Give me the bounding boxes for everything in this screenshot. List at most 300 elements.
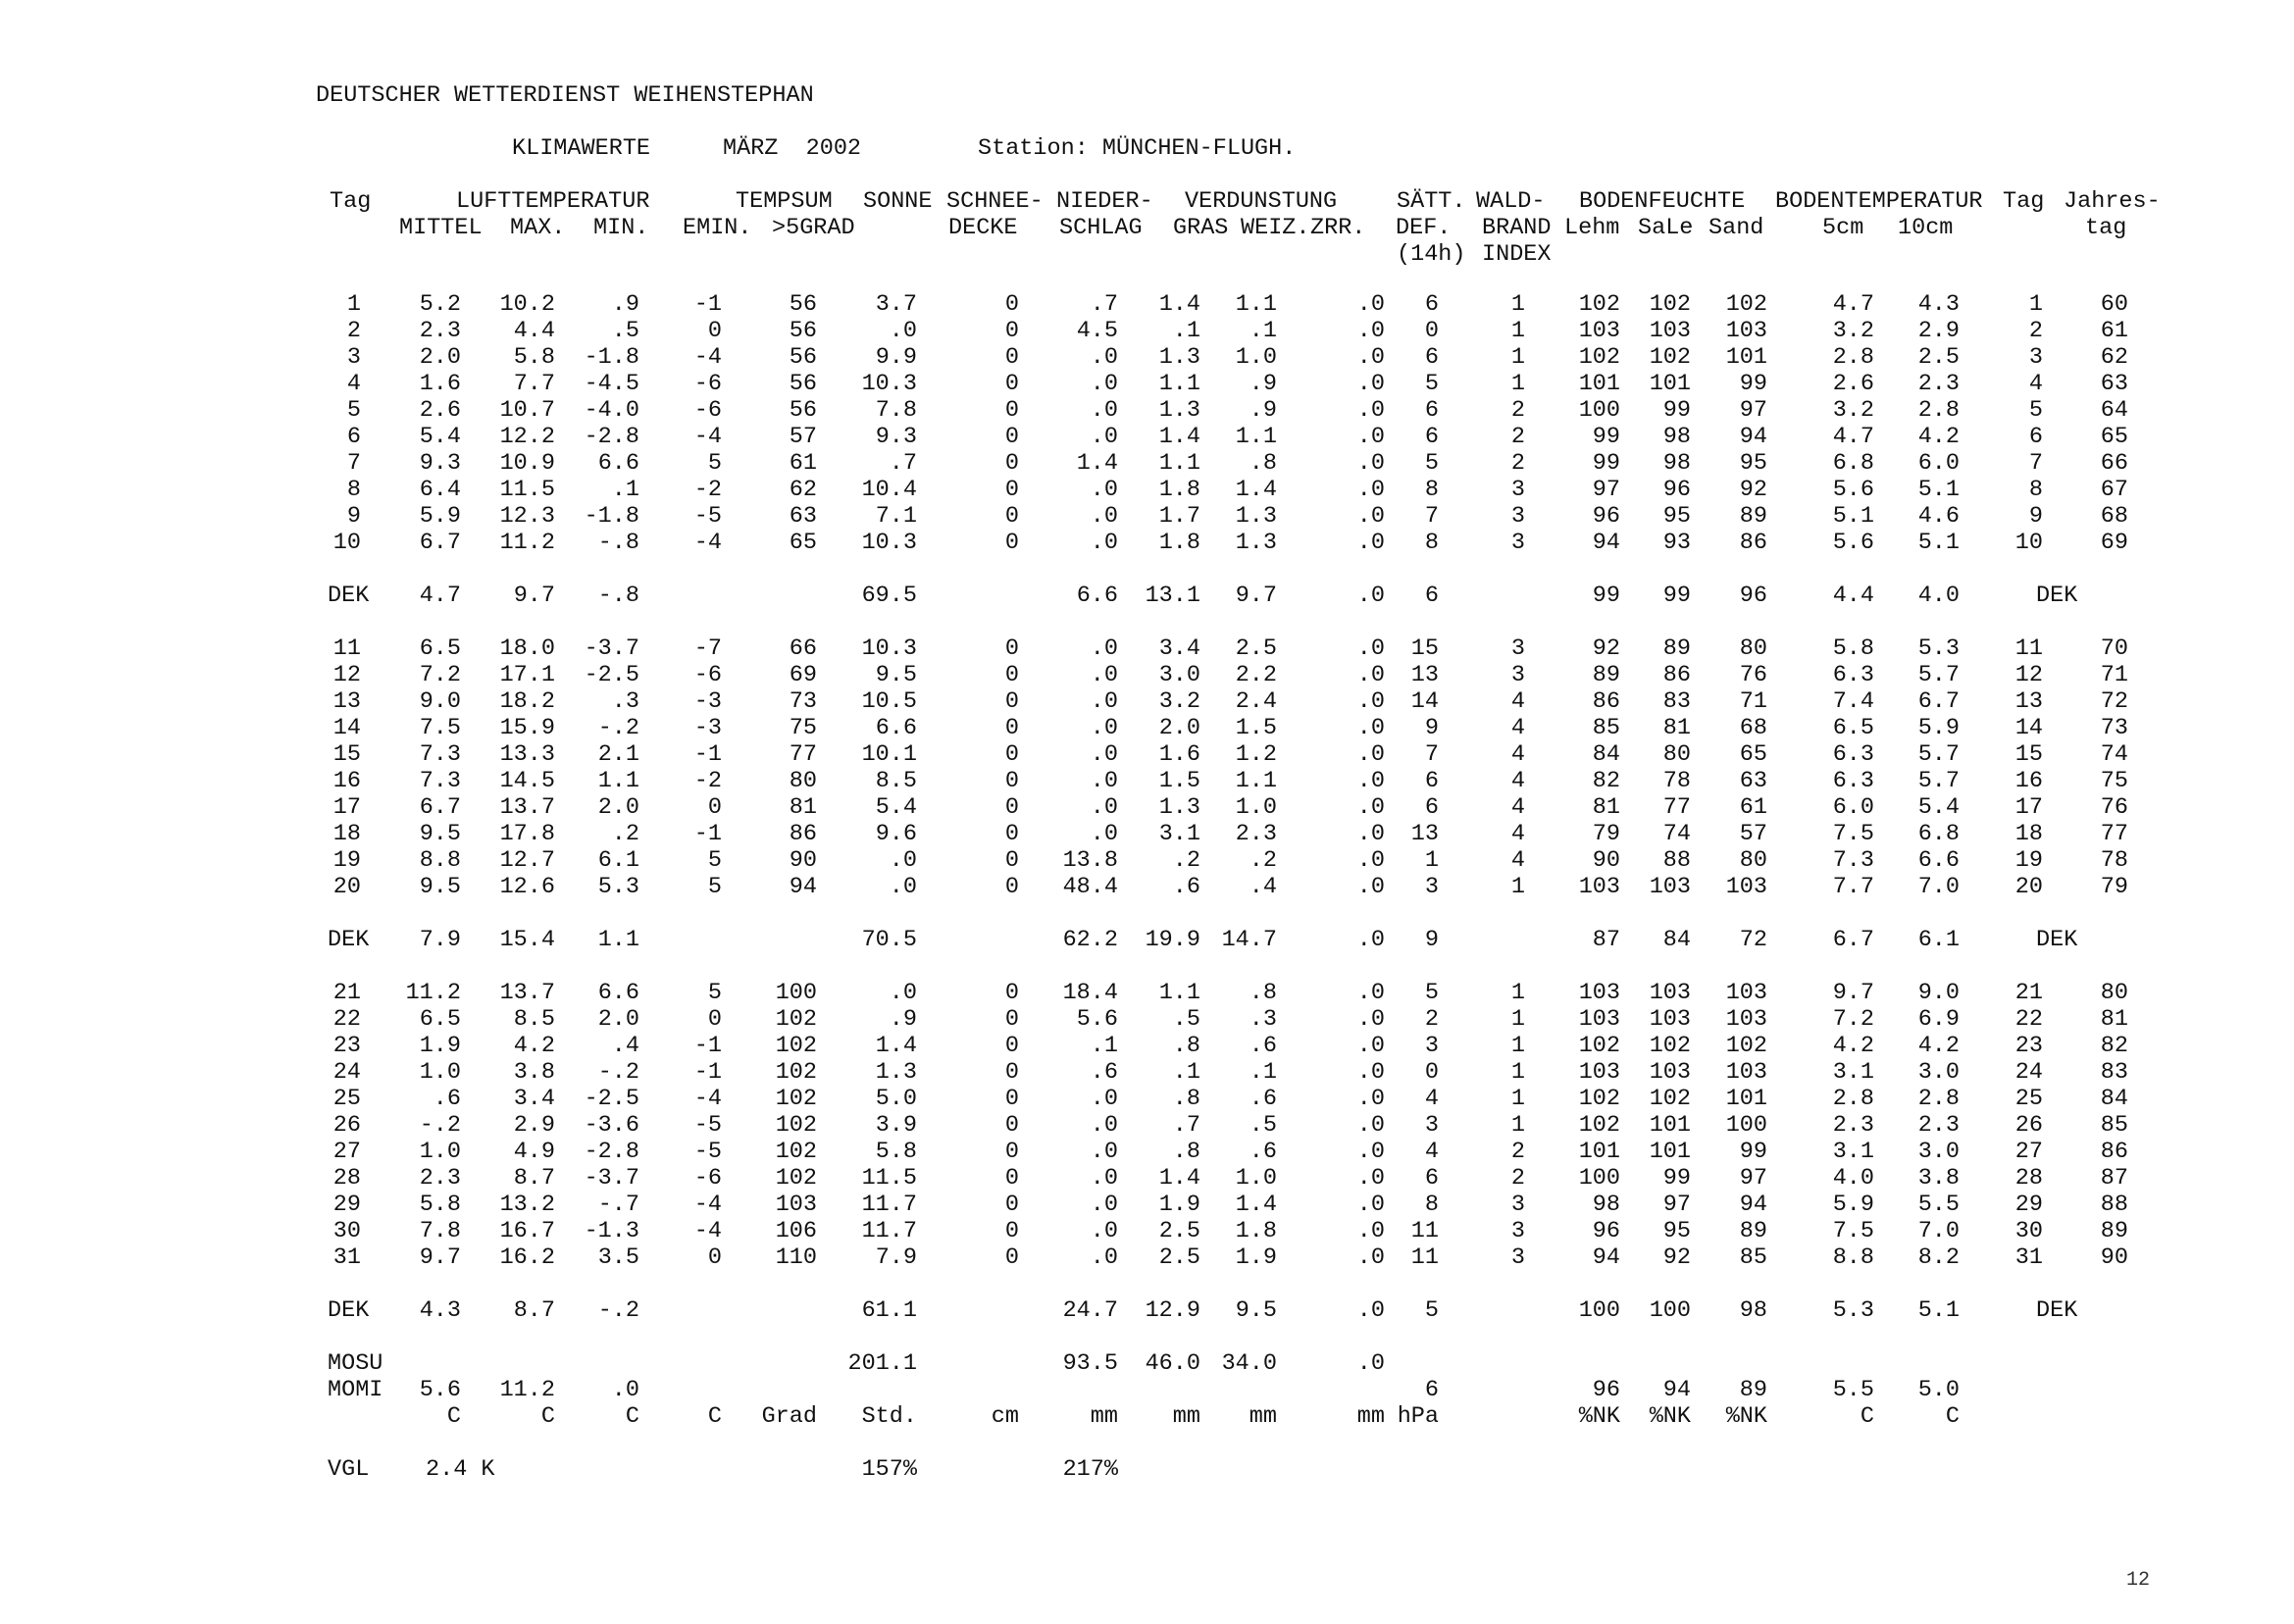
- cell-gras: 1.6: [1158, 741, 1200, 768]
- cell-sale: 95: [1662, 503, 1691, 530]
- day-row: [0, 1192, 2294, 1218]
- cell-lehm: 102: [1578, 291, 1620, 318]
- cell-niederschlag: .0: [1090, 1086, 1118, 1112]
- cell-saettdef: 5: [1424, 980, 1439, 1006]
- cell-tag: 25: [332, 1086, 361, 1112]
- cell-weiz: 2.5: [1235, 635, 1277, 662]
- cell-emin: -6: [693, 1165, 722, 1192]
- cell-bt5cm: 6.0: [1832, 794, 1874, 821]
- cell-max: 12.3: [499, 503, 555, 530]
- cell-tag: DEK: [328, 1297, 370, 1324]
- column-header-label: >5GRAD: [772, 215, 855, 241]
- cell-tempsum: 66: [789, 635, 817, 662]
- cell-gras: .1: [1172, 1059, 1200, 1086]
- cell-min: -1.8: [584, 503, 639, 530]
- cell-zrr: .0: [1356, 397, 1385, 424]
- cell-min: -.7: [597, 1192, 639, 1218]
- cell-sand: 100: [1725, 1112, 1767, 1139]
- cell-tempsum: 63: [789, 503, 817, 530]
- cell-sonne: .0: [889, 847, 917, 874]
- cell-bt10cm: 4.2: [1917, 424, 1960, 450]
- cell-bt10cm: 3.0: [1917, 1139, 1960, 1165]
- cell-niederschlag: 93.5: [1062, 1350, 1118, 1377]
- cell-min: .3: [611, 688, 639, 715]
- cell-tag-right: DEK: [2036, 583, 2078, 609]
- cell-waldbrand: 3: [1510, 530, 1525, 556]
- cell-saettdef: 8: [1424, 477, 1439, 503]
- cell-emin: -3: [693, 715, 722, 741]
- report-title: KLIMAWERTE: [512, 135, 651, 162]
- cell-zrr: mm: [1356, 1403, 1385, 1430]
- cell-gras: 46.0: [1145, 1350, 1200, 1377]
- cell-max: 17.8: [499, 821, 555, 847]
- cell-jahrestag: 63: [2100, 371, 2128, 397]
- cell-emin: -1: [693, 291, 722, 318]
- cell-lehm: 96: [1592, 1218, 1620, 1244]
- cell-tag-right: 30: [2014, 1218, 2043, 1244]
- cell-niederschlag: 62.2: [1062, 927, 1118, 953]
- cell-tempsum: 56: [789, 291, 817, 318]
- cell-sonne: 9.3: [875, 424, 917, 450]
- cell-sale: 101: [1649, 1112, 1691, 1139]
- cell-jahrestag: 88: [2100, 1192, 2128, 1218]
- cell-zrr: .0: [1356, 1218, 1385, 1244]
- decade-summary-row: [0, 1297, 2294, 1324]
- cell-zrr: .0: [1356, 821, 1385, 847]
- cell-sonne: 10.5: [861, 688, 917, 715]
- cell-mittel: 5.6: [419, 1377, 461, 1403]
- day-row: [0, 1086, 2294, 1112]
- column-header-label: Tag: [2003, 188, 2045, 215]
- cell-zrr: .0: [1356, 1139, 1385, 1165]
- cell-jahrestag: 73: [2100, 715, 2128, 741]
- cell-emin: -2: [693, 477, 722, 503]
- cell-min: 2.0: [597, 1006, 639, 1033]
- cell-weiz: 1.0: [1235, 794, 1277, 821]
- cell-lehm: 102: [1578, 344, 1620, 371]
- cell-tag: 31: [332, 1244, 361, 1271]
- cell-bt5cm: 6.8: [1832, 450, 1874, 477]
- cell-max: 15.9: [499, 715, 555, 741]
- cell-gras: 1.1: [1158, 450, 1200, 477]
- cell-zrr: .0: [1356, 768, 1385, 794]
- day-row: [0, 847, 2294, 874]
- column-header-label: DECKE: [948, 215, 1018, 241]
- cell-sale: 94: [1662, 1377, 1691, 1403]
- cell-zrr: .0: [1356, 583, 1385, 609]
- cell-bt5cm: 6.5: [1832, 715, 1874, 741]
- cell-sonne: 11.5: [861, 1165, 917, 1192]
- cell-tag: 18: [332, 821, 361, 847]
- cell-max: 8.7: [513, 1297, 555, 1324]
- day-row: [0, 291, 2294, 318]
- cell-niederschlag: 18.4: [1062, 980, 1118, 1006]
- cell-mittel: 2.6: [419, 397, 461, 424]
- cell-emin: -4: [693, 344, 722, 371]
- cell-max: 13.3: [499, 741, 555, 768]
- column-header-label: SÄTT.: [1397, 188, 1466, 215]
- cell-tempsum: 80: [789, 768, 817, 794]
- column-header-label: SONNE: [863, 188, 933, 215]
- cell-sale: 97: [1662, 1192, 1691, 1218]
- cell-tag: 14: [332, 715, 361, 741]
- cell-tempsum: 102: [775, 1006, 817, 1033]
- cell-tag-right: 8: [2028, 477, 2043, 503]
- column-header-label: NIEDER-: [1056, 188, 1153, 215]
- cell-max: 16.7: [499, 1218, 555, 1244]
- day-row: [0, 397, 2294, 424]
- cell-max: 18.0: [499, 635, 555, 662]
- cell-tempsum: 102: [775, 1112, 817, 1139]
- cell-niederschlag: .0: [1090, 635, 1118, 662]
- cell-zrr: .0: [1356, 847, 1385, 874]
- cell-min: -4.0: [584, 397, 639, 424]
- cell-bt10cm: 7.0: [1917, 1218, 1960, 1244]
- cell-tag: 1: [346, 291, 361, 318]
- cell-zrr: .0: [1356, 530, 1385, 556]
- cell-weiz: .5: [1249, 1112, 1277, 1139]
- cell-min: 6.6: [597, 980, 639, 1006]
- cell-lehm: 103: [1578, 318, 1620, 344]
- cell-tag: 16: [332, 768, 361, 794]
- cell-mittel: 5.8: [419, 1192, 461, 1218]
- cell-tag: 20: [332, 874, 361, 900]
- cell-gras: 1.9: [1158, 1192, 1200, 1218]
- cell-tag: 9: [346, 503, 361, 530]
- cell-bt10cm: 2.8: [1917, 1086, 1960, 1112]
- cell-waldbrand: 2: [1510, 1139, 1525, 1165]
- cell-jahrestag: 70: [2100, 635, 2128, 662]
- day-row: [0, 662, 2294, 688]
- cell-min: -3.6: [584, 1112, 639, 1139]
- cell-waldbrand: 1: [1510, 1112, 1525, 1139]
- cell-max: 11.5: [499, 477, 555, 503]
- cell-zrr: .0: [1356, 1350, 1385, 1377]
- cell-sand: 89: [1739, 503, 1767, 530]
- cell-gras: 1.7: [1158, 503, 1200, 530]
- cell-sale: 78: [1662, 768, 1691, 794]
- cell-waldbrand: 3: [1510, 635, 1525, 662]
- day-row: [0, 1033, 2294, 1059]
- cell-weiz: 2.2: [1235, 662, 1277, 688]
- cell-emin: -6: [693, 397, 722, 424]
- cell-min: 2.1: [597, 741, 639, 768]
- cell-tempsum: 110: [775, 1244, 817, 1271]
- day-row: [0, 1112, 2294, 1139]
- cell-emin: -7: [693, 635, 722, 662]
- column-header-label: ZRR.: [1310, 215, 1366, 241]
- cell-tempsum: 62: [789, 477, 817, 503]
- cell-min: -.2: [597, 715, 639, 741]
- cell-bt5cm: 5.3: [1832, 1297, 1874, 1324]
- cell-tag-right: 24: [2014, 1059, 2043, 1086]
- cell-bt5cm: 5.9: [1832, 1192, 1874, 1218]
- cell-sonne: 201.1: [847, 1350, 917, 1377]
- cell-max: 12.2: [499, 424, 555, 450]
- cell-schneedecke: 0: [1004, 371, 1019, 397]
- cell-lehm: 92: [1592, 635, 1620, 662]
- cell-schneedecke: 0: [1004, 715, 1019, 741]
- day-row: [0, 477, 2294, 503]
- cell-lehm: 96: [1592, 503, 1620, 530]
- cell-weiz: .1: [1249, 1059, 1277, 1086]
- cell-bt5cm: 7.5: [1832, 821, 1874, 847]
- cell-sonne: 7.1: [875, 503, 917, 530]
- cell-tempsum: 102: [775, 1086, 817, 1112]
- cell-waldbrand: 1: [1510, 1033, 1525, 1059]
- cell-saettdef: 0: [1424, 1059, 1439, 1086]
- cell-tag-right: 7: [2028, 450, 2043, 477]
- cell-weiz: 9.7: [1235, 583, 1277, 609]
- cell-jahrestag: 79: [2100, 874, 2128, 900]
- cell-tag-right: 11: [2014, 635, 2043, 662]
- cell-tempsum: 56: [789, 318, 817, 344]
- cell-tag-right: 18: [2014, 821, 2043, 847]
- cell-waldbrand: 3: [1510, 1244, 1525, 1271]
- cell-niederschlag: .7: [1090, 291, 1118, 318]
- cell-bt5cm: 7.7: [1832, 874, 1874, 900]
- cell-lehm: 89: [1592, 662, 1620, 688]
- cell-tempsum: 106: [775, 1218, 817, 1244]
- cell-weiz: 1.2: [1235, 741, 1277, 768]
- cell-sand: 96: [1739, 583, 1767, 609]
- cell-saettdef: 2: [1424, 1006, 1439, 1033]
- cell-bt10cm: 5.7: [1917, 662, 1960, 688]
- cell-mittel: 9.5: [419, 874, 461, 900]
- cell-tag: 29: [332, 1192, 361, 1218]
- cell-emin: -4: [693, 1192, 722, 1218]
- cell-saettdef: 8: [1424, 1192, 1439, 1218]
- cell-sand: 102: [1725, 291, 1767, 318]
- cell-schneedecke: 0: [1004, 768, 1019, 794]
- cell-emin: 5: [707, 847, 722, 874]
- cell-sale: 92: [1662, 1244, 1691, 1271]
- cell-schneedecke: 0: [1004, 1006, 1019, 1033]
- cell-gras: mm: [1172, 1403, 1200, 1430]
- cell-lehm: 96: [1592, 1377, 1620, 1403]
- cell-max: 3.8: [513, 1059, 555, 1086]
- cell-sale: 103: [1649, 874, 1691, 900]
- cell-weiz: 1.1: [1235, 424, 1277, 450]
- cell-mittel: -.2: [419, 1112, 461, 1139]
- cell-sonne: 5.0: [875, 1086, 917, 1112]
- cell-saettdef: 4: [1424, 1139, 1439, 1165]
- cell-bt5cm: 5.1: [1832, 503, 1874, 530]
- cell-gras: 1.5: [1158, 768, 1200, 794]
- cell-niederschlag: .0: [1090, 688, 1118, 715]
- day-row: [0, 1059, 2294, 1086]
- cell-bt10cm: 6.7: [1917, 688, 1960, 715]
- cell-emin: -4: [693, 1086, 722, 1112]
- cell-zrr: .0: [1356, 503, 1385, 530]
- cell-mittel: 2.0: [419, 344, 461, 371]
- cell-gras: 2.0: [1158, 715, 1200, 741]
- cell-bt5cm: 6.3: [1832, 768, 1874, 794]
- cell-jahrestag: 66: [2100, 450, 2128, 477]
- cell-waldbrand: 1: [1510, 291, 1525, 318]
- cell-zrr: .0: [1356, 1192, 1385, 1218]
- cell-sand: 89: [1739, 1218, 1767, 1244]
- cell-gras: .2: [1172, 847, 1200, 874]
- cell-weiz: .1: [1249, 318, 1277, 344]
- cell-tag: 19: [332, 847, 361, 874]
- cell-min: -4.5: [584, 371, 639, 397]
- station-name: Station: MÜNCHEN-FLUGH.: [978, 135, 1297, 162]
- cell-jahrestag: 74: [2100, 741, 2128, 768]
- cell-min: 1.1: [597, 927, 639, 953]
- cell-zrr: .0: [1356, 1244, 1385, 1271]
- cell-zrr: .0: [1356, 874, 1385, 900]
- cell-waldbrand: 3: [1510, 1192, 1525, 1218]
- cell-schneedecke: 0: [1004, 1218, 1019, 1244]
- day-row: [0, 450, 2294, 477]
- cell-weiz: 1.1: [1235, 291, 1277, 318]
- cell-bt10cm: 2.3: [1917, 1112, 1960, 1139]
- cell-weiz: .4: [1249, 874, 1277, 900]
- cell-sonne: 7.9: [875, 1244, 917, 1271]
- cell-sand: 102: [1725, 1033, 1767, 1059]
- cell-sonne: 1.4: [875, 1033, 917, 1059]
- day-row: [0, 1006, 2294, 1033]
- day-row: [0, 874, 2294, 900]
- cell-mittel: 9.0: [419, 688, 461, 715]
- cell-bt5cm: 4.2: [1832, 1033, 1874, 1059]
- cell-waldbrand: 1: [1510, 1059, 1525, 1086]
- cell-mittel: 6.4: [419, 477, 461, 503]
- cell-bt5cm: 6.7: [1832, 927, 1874, 953]
- cell-emin: -3: [693, 688, 722, 715]
- cell-sand: 76: [1739, 662, 1767, 688]
- cell-bt5cm: 4.4: [1832, 583, 1874, 609]
- cell-zrr: .0: [1356, 635, 1385, 662]
- cell-niederschlag: mm: [1090, 1403, 1118, 1430]
- cell-weiz: .3: [1249, 1006, 1277, 1033]
- cell-lehm: 94: [1592, 1244, 1620, 1271]
- cell-sale: 102: [1649, 1086, 1691, 1112]
- day-row: [0, 424, 2294, 450]
- cell-saettdef: 6: [1424, 583, 1439, 609]
- cell-bt5cm: 5.6: [1832, 477, 1874, 503]
- column-header-label: TEMPSUM: [736, 188, 833, 215]
- cell-tag: 15: [332, 741, 361, 768]
- cell-schneedecke: 0: [1004, 1112, 1019, 1139]
- cell-sonne: 7.8: [875, 397, 917, 424]
- cell-niederschlag: .6: [1090, 1059, 1118, 1086]
- cell-bt10cm: 7.0: [1917, 874, 1960, 900]
- cell-niederschlag: .0: [1090, 741, 1118, 768]
- cell-sale: 98: [1662, 450, 1691, 477]
- cell-tag-right: 12: [2014, 662, 2043, 688]
- cell-niederschlag: .0: [1090, 530, 1118, 556]
- cell-bt10cm: 6.0: [1917, 450, 1960, 477]
- decade-summary-row: [0, 583, 2294, 609]
- cell-min: .9: [611, 291, 639, 318]
- cell-max: 4.9: [513, 1139, 555, 1165]
- cell-max: 13.7: [499, 980, 555, 1006]
- cell-tag-right: 2: [2028, 318, 2043, 344]
- cell-bt5cm: 3.2: [1832, 397, 1874, 424]
- cell-jahrestag: 85: [2100, 1112, 2128, 1139]
- cell-gras: 1.4: [1158, 424, 1200, 450]
- cell-schneedecke: 0: [1004, 503, 1019, 530]
- cell-jahrestag: 72: [2100, 688, 2128, 715]
- column-header-label: Sand: [1708, 215, 1764, 241]
- cell-saettdef: 5: [1424, 371, 1439, 397]
- cell-tag: MOMI: [328, 1377, 383, 1403]
- cell-bt5cm: 7.4: [1832, 688, 1874, 715]
- header-line1: [0, 188, 2294, 215]
- cell-weiz: 1.0: [1235, 1165, 1277, 1192]
- cell-jahrestag: 89: [2100, 1218, 2128, 1244]
- cell-schneedecke: 0: [1004, 1244, 1019, 1271]
- cell-min: -2.8: [584, 424, 639, 450]
- cell-mittel: 9.5: [419, 821, 461, 847]
- day-row: [0, 503, 2294, 530]
- cell-mittel: 1.6: [419, 371, 461, 397]
- cell-sand: 86: [1739, 530, 1767, 556]
- cell-waldbrand: 3: [1510, 503, 1525, 530]
- cell-saettdef: 1: [1424, 847, 1439, 874]
- cell-tag-right: 27: [2014, 1139, 2043, 1165]
- cell-tag: 4: [346, 371, 361, 397]
- cell-schneedecke: 0: [1004, 424, 1019, 450]
- cell-mittel: 6.5: [419, 1006, 461, 1033]
- cell-zrr: .0: [1356, 344, 1385, 371]
- cell-min: 2.0: [597, 794, 639, 821]
- cell-sonne: 3.9: [875, 1112, 917, 1139]
- cell-niederschlag: 6.6: [1076, 583, 1118, 609]
- day-row: [0, 821, 2294, 847]
- cell-gras: .8: [1172, 1033, 1200, 1059]
- cell-waldbrand: 4: [1510, 715, 1525, 741]
- cell-emin: 5: [707, 450, 722, 477]
- cell-jahrestag: 71: [2100, 662, 2128, 688]
- cell-tag-right: DEK: [2036, 1297, 2078, 1324]
- cell-sand: 65: [1739, 741, 1767, 768]
- cell-bt5cm: 3.2: [1832, 318, 1874, 344]
- cell-zrr: .0: [1356, 927, 1385, 953]
- cell-tag: 6: [346, 424, 361, 450]
- column-header-label: LUFTTEMPERATUR: [456, 188, 650, 215]
- cell-tag-right: 15: [2014, 741, 2043, 768]
- header-line3: [0, 241, 2294, 268]
- cell-lehm: 94: [1592, 530, 1620, 556]
- cell-gras: 3.1: [1158, 821, 1200, 847]
- cell-sonne: .9: [889, 1006, 917, 1033]
- column-header-label: SCHLAG: [1059, 215, 1143, 241]
- cell-tempsum: 94: [789, 874, 817, 900]
- cell-jahrestag: 67: [2100, 477, 2128, 503]
- cell-schneedecke: 0: [1004, 477, 1019, 503]
- cell-lehm: 84: [1592, 741, 1620, 768]
- cell-emin: 0: [707, 318, 722, 344]
- cell-tempsum: 102: [775, 1059, 817, 1086]
- day-row: [0, 715, 2294, 741]
- cell-zrr: .0: [1356, 1059, 1385, 1086]
- header-line2: [0, 215, 2294, 241]
- cell-gras: .7: [1172, 1112, 1200, 1139]
- cell-sonne: .0: [889, 318, 917, 344]
- cell-niederschlag: 48.4: [1062, 874, 1118, 900]
- cell-sonne: 5.8: [875, 1139, 917, 1165]
- cell-weiz: 1.3: [1235, 503, 1277, 530]
- day-row: [0, 794, 2294, 821]
- cell-niederschlag: .0: [1090, 821, 1118, 847]
- cell-tag-right: 28: [2014, 1165, 2043, 1192]
- cell-mittel: 2.3: [419, 1165, 461, 1192]
- cell-sonne: 6.6: [875, 715, 917, 741]
- cell-zrr: .0: [1356, 794, 1385, 821]
